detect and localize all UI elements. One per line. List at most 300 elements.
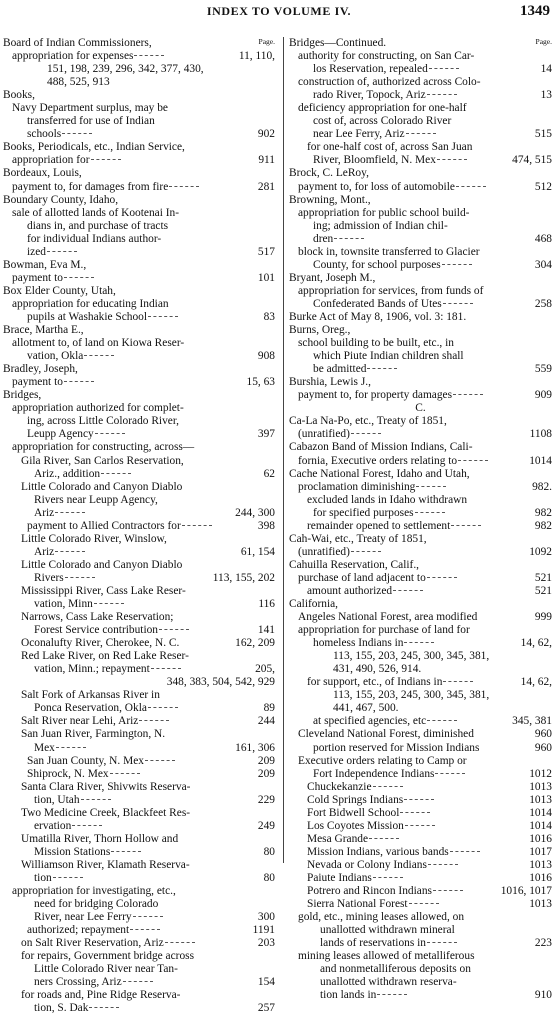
page-reference: 982. [532, 480, 552, 493]
index-entry [289, 989, 552, 1002]
entry-text: Little Colorado and Canyon Diablo [21, 480, 183, 493]
page-reference: 911 [258, 154, 275, 167]
entry-text: Two Medicine Creek, Blackfeet Res- [21, 806, 191, 819]
index-entry [289, 676, 552, 689]
entry-text: tion [34, 872, 83, 885]
dot-leader [123, 981, 153, 982]
page-reference: 397 [257, 428, 275, 441]
page-column-heading: Page. [535, 37, 552, 46]
index-entry [3, 885, 275, 898]
entry-text: Mission Stations [34, 846, 141, 859]
page-reference: 910 [534, 989, 552, 1002]
entry-text: Executive orders relating to Camp or [298, 754, 467, 767]
index-entry [289, 285, 552, 298]
entry-text: deficiency appropriation for one-half [298, 102, 467, 115]
dot-leader [182, 525, 212, 526]
index-entry [289, 624, 552, 637]
index-entry [3, 963, 275, 976]
dot-leader [437, 159, 467, 160]
index-entry [289, 455, 552, 468]
index-entry [3, 207, 275, 220]
index-entry [289, 950, 552, 963]
page-reference: 11, 110, [238, 50, 275, 63]
entry-text: Williamson River, Klamath Reserva- [21, 858, 190, 871]
entry-text: payment to [12, 272, 94, 285]
dot-leader [72, 825, 102, 826]
page-reference: 61, 154 [240, 545, 275, 558]
page-reference: 161, 306 [235, 741, 275, 754]
entry-text: Angeles National Forest, area modified [298, 611, 478, 624]
entry-text: Cache National Forest, Idaho and Utah, [289, 467, 470, 480]
page-reference: 909 [534, 389, 552, 402]
page-reference: 398 [257, 519, 275, 532]
entry-text: ervation [34, 820, 102, 833]
dot-leader [89, 1007, 119, 1008]
page-reference: 113, 155, 202 [212, 571, 275, 584]
dot-leader [393, 590, 423, 591]
entry-text: tion lands in [320, 989, 407, 1002]
index-entry [289, 350, 552, 363]
dot-leader [130, 929, 160, 930]
dot-leader [406, 133, 436, 134]
page-reference: 902 [257, 128, 275, 141]
entry-text: Ca-La Na-Po, etc., Treaty of 1851, [289, 415, 447, 428]
index-entry [289, 781, 552, 794]
dot-leader [427, 942, 457, 943]
dot-leader [334, 238, 364, 239]
dot-leader [133, 916, 163, 917]
index-entry [289, 611, 552, 624]
entry-text: which Piute Indian children shall [313, 350, 464, 363]
entry-text: Burke Act of May 8, 1906, vol. 3: 181. [289, 310, 467, 323]
index-entry [289, 807, 552, 820]
index-entry [3, 63, 275, 76]
index-entry [289, 50, 552, 63]
index-entry [3, 311, 275, 324]
index-entry [3, 246, 275, 259]
entry-text: ized [27, 246, 77, 259]
entry-text: Board of Indian Commissioners, [3, 37, 152, 49]
index-entry [3, 689, 275, 702]
entry-text: payment to, for damages from fire [12, 181, 199, 194]
entry-text: fornia, Executive orders relating to [298, 455, 488, 468]
page-reference: 249 [257, 819, 275, 832]
entry-text: Boundary County, Idaho, [3, 193, 119, 206]
entry-text: 441, 467, 500. [333, 702, 399, 715]
entry-text: payment to, for loss of automobile [298, 181, 486, 194]
page-reference: 474, 515 [512, 154, 552, 167]
index-entry [3, 363, 275, 376]
index-entry [289, 141, 552, 154]
page-reference: 1012 [529, 767, 552, 780]
index-entry [289, 872, 552, 885]
index-entry [3, 115, 275, 128]
page-reference: 1013 [529, 780, 552, 793]
page-reference: 162, 209 [235, 637, 275, 650]
index-column-right [289, 37, 552, 1002]
entry-text: appropriation for public school build- [298, 206, 470, 219]
index-entry [3, 807, 275, 820]
page-reference: 1016 [529, 872, 552, 884]
entry-text: Red Lake River, on Red Lake Reser- [21, 650, 189, 663]
page-reference: 62 [263, 467, 275, 480]
index-entry [3, 441, 275, 454]
dot-leader [442, 264, 472, 265]
index-entry [289, 820, 552, 833]
page-reference: 15, 63 [246, 376, 275, 389]
entry-text: Shiprock, N. Mex [27, 768, 140, 781]
entry-text: block in, townsite transferred to Glacier [298, 245, 480, 258]
page-reference: 1013 [529, 793, 552, 806]
entry-text: Cleveland National Forest, diminished [298, 728, 474, 741]
index-entry [3, 794, 275, 807]
index-entry [289, 533, 552, 546]
entry-text: rado River, Topock, Ariz [313, 89, 457, 102]
dot-leader [134, 55, 164, 56]
index-entry [289, 768, 552, 781]
dot-leader [139, 720, 169, 721]
index-entry [3, 89, 275, 102]
entry-text: Santa Clara River, Shivwits Reserva- [21, 780, 191, 793]
entry-text: at specified agencies, etc [313, 715, 457, 728]
dot-leader [64, 277, 94, 278]
entry-text: 151, 198, 239, 296, 342, 377, 430, [47, 63, 204, 76]
index-entry [3, 428, 275, 441]
entry-text: (unratified) [298, 428, 381, 441]
entry-text: appropriation for expenses [12, 50, 164, 63]
entry-text: unallotted withdrawn reserva- [320, 976, 457, 989]
entry-text: allotment to, of land on Kiowa Reser- [12, 337, 185, 350]
dot-leader [169, 186, 199, 187]
entry-text: Ariz., addition [34, 468, 131, 481]
entry-text: authorized; repayment [27, 924, 160, 937]
entry-text: payment to Allied Contractors for [27, 520, 212, 533]
dot-leader [91, 159, 121, 160]
running-title: INDEX TO VOLUME IV. [206, 4, 352, 18]
entry-text: dren [313, 233, 364, 246]
entry-text: tion, S. Dak [34, 1002, 119, 1015]
entry-text: unallotted withdrawn mineral [320, 924, 455, 937]
entry-text: Bridges—Continued. [289, 37, 387, 49]
page-reference: 517 [257, 245, 275, 258]
dot-leader [429, 68, 459, 69]
entry-text: Burns, Oreg., [289, 324, 351, 337]
index-entry [3, 181, 275, 194]
entry-text: portion reserved for Mission Indians [313, 741, 480, 754]
dot-leader [55, 512, 85, 513]
page-reference: 1013 [529, 858, 552, 871]
entry-text: Little Colorado River, Winslow, [21, 532, 167, 545]
index-entry [289, 76, 552, 89]
entry-text: be admitted [313, 363, 397, 376]
entry-text: amount authorized [307, 585, 423, 598]
index-entry [289, 885, 552, 898]
index-entry [3, 585, 275, 598]
index-entry [289, 663, 552, 676]
entry-text: vation, Minn.; repayment [34, 663, 181, 676]
entry-text: Umatilla River, Thorn Hollow and [21, 832, 179, 845]
entry-text: Books, Periodicals, etc., Indian Service, [3, 141, 185, 154]
index-entry [3, 285, 275, 298]
page-reference: 1016, 1017 [500, 885, 552, 898]
dot-leader [405, 825, 435, 826]
index-entry [289, 794, 552, 807]
page-reference: 1014 [529, 819, 552, 832]
index-entry [289, 520, 552, 533]
entry-text: Burshia, Lewis J., [289, 376, 371, 389]
entry-text: Rivers [34, 572, 95, 585]
entry-text: payment to [12, 376, 94, 389]
page-reference: 1191 [252, 924, 275, 937]
index-entry [289, 63, 552, 76]
entry-text: and nonmetalliferous deposits on [320, 963, 471, 976]
entry-text: excluded lands in Idaho withdrawn [307, 493, 468, 506]
entry-text: 488, 525, 913 [47, 76, 110, 89]
index-entry [3, 37, 275, 50]
entry-text: Cahuilla Reservation, Calif., [289, 558, 420, 571]
entry-text: appropriation authorized for complet- [12, 402, 184, 415]
dot-leader [416, 486, 446, 487]
dot-leader [427, 94, 457, 95]
page-reference: 1014 [529, 806, 552, 819]
dot-leader [65, 577, 95, 578]
page-reference: 257 [257, 1002, 275, 1015]
entry-text: Ponca Reservation, Okla [34, 702, 178, 715]
entry-text: Los Coyotes Mission [307, 820, 435, 833]
entry-text: proclamation diminishing [298, 481, 446, 494]
page-reference: 960 [534, 741, 552, 754]
entry-text: Nevada or Colony Indians [307, 859, 458, 872]
index-entry [289, 598, 552, 611]
index-entry [3, 520, 275, 533]
index-entry [3, 415, 275, 428]
page-reference: 258 [534, 297, 552, 310]
entry-text: appropriation for purchase of land for [298, 624, 470, 637]
entry-text: appropriation for constructing, across— [12, 441, 195, 454]
page-reference: 300 [257, 911, 275, 924]
page-reference: 229 [257, 793, 275, 806]
index-entry [3, 742, 275, 755]
entry-text: County, for school purposes [313, 259, 472, 272]
dot-leader [47, 251, 77, 252]
index-entry [3, 637, 275, 650]
entry-text: Confederated Bands of Utes [313, 298, 473, 311]
index-entry [289, 233, 552, 246]
index-entry [289, 937, 552, 950]
page-reference: 154 [257, 976, 275, 989]
index-entry [289, 389, 552, 402]
dot-leader [62, 133, 92, 134]
entry-text: Mississippi River, Cass Lake Reser- [21, 584, 186, 597]
entry-text: for support, etc., of Indians in [307, 676, 473, 689]
index-entry [3, 50, 275, 63]
dot-leader [435, 773, 465, 774]
index-entry [289, 167, 552, 180]
entry-text: Salt Fork of Arkansas River in [21, 689, 160, 702]
entry-text: ners Crossing, Ariz [34, 976, 153, 989]
dot-leader [145, 760, 175, 761]
entry-text: for repairs, Government bridge across [21, 950, 195, 963]
index-entry [289, 259, 552, 272]
dot-leader [427, 577, 457, 578]
page-reference: 116 [258, 598, 275, 611]
index-entry [3, 846, 275, 859]
entry-text: Mission Indians, various bands [307, 846, 480, 859]
index-entry [3, 337, 275, 350]
index-entry [3, 141, 275, 154]
index-entry [289, 507, 552, 520]
page-reference: 244 [257, 715, 275, 728]
entry-text: pupils at Washakie School [27, 311, 178, 324]
index-entry [3, 76, 275, 89]
entry-text: 113, 155, 203, 245, 300, 345, 381, [333, 650, 490, 663]
index-entry [289, 154, 552, 167]
index-entry [3, 820, 275, 833]
page-reference: 468 [534, 232, 552, 245]
entry-text: California, [289, 598, 339, 611]
dot-leader [409, 903, 439, 904]
entry-text: River, near Lee Ferry [34, 911, 163, 924]
entry-text: vation, Okla [27, 350, 114, 363]
entry-text: Potrero and Rincon Indians [307, 885, 463, 898]
index-entry [3, 455, 275, 468]
column-divider [283, 37, 284, 863]
index-entry [3, 676, 275, 689]
index-entry [3, 937, 275, 950]
entry-text: Oconalufty River, Cherokee, N. C. [21, 637, 180, 650]
index-entry [289, 363, 552, 376]
page-reference: 521 [534, 584, 552, 597]
entry-text: Browning, Mont., [289, 193, 371, 206]
page-reference: 348, 383, 504, 542, 929 [166, 676, 275, 689]
entry-text: vation, Minn [34, 598, 124, 611]
index-entry [3, 154, 275, 167]
index-entry [3, 194, 275, 207]
entry-text: payment to, for property damages [298, 389, 483, 402]
dot-leader [427, 720, 457, 721]
entry-text: Cah-Wai, etc., Treaty of 1851, [289, 532, 427, 545]
dot-leader [369, 838, 399, 839]
entry-text: Gila River, San Carlos Reservation, [21, 454, 184, 467]
index-entry [289, 194, 552, 207]
page-reference: 1013 [529, 898, 552, 911]
dot-leader [53, 877, 83, 878]
index-entry [3, 924, 275, 937]
page-reference: 1092 [529, 545, 552, 558]
index-entry [3, 324, 275, 337]
entry-text: appropriation for services, from funds of [298, 284, 484, 297]
page-reference: 80 [263, 845, 275, 858]
index-entry [3, 702, 275, 715]
page-reference: 203 [257, 937, 275, 950]
entry-text: 431, 490, 526, 914. [333, 663, 422, 676]
page-reference: 1016 [529, 832, 552, 845]
entry-text: Sierra National Forest [307, 898, 439, 911]
page-reference: 13 [540, 89, 552, 102]
entry-text: San Juan River, Farmington, N. [21, 728, 166, 741]
entry-text: ing, across Little Colorado River, [27, 415, 180, 428]
entry-text: los Reservation, repealed [313, 63, 459, 76]
index-entry [289, 898, 552, 911]
page-reference: 223 [534, 937, 552, 950]
entry-text: for roads and, Pine Ridge Reserva- [21, 989, 181, 1002]
entry-text: schools [27, 128, 92, 141]
page-column-heading: Page. [258, 37, 275, 46]
index-entry [289, 637, 552, 650]
entry-text: Navy Department surplus, may be [12, 102, 168, 115]
dot-leader [148, 707, 178, 708]
page-reference: 244, 300 [235, 506, 275, 519]
dot-leader [443, 303, 473, 304]
entry-text: gold, etc., mining leases allowed, on [298, 911, 465, 924]
page-reference: 512 [534, 180, 552, 193]
entry-text: sale of allotted lands of Kootenai In- [12, 206, 180, 219]
index-entry [3, 494, 275, 507]
index-entry [289, 102, 552, 115]
index-entry [3, 481, 275, 494]
page-reference: 521 [534, 571, 552, 584]
index-entry [3, 611, 275, 624]
dot-leader [373, 786, 403, 787]
index-entry [289, 441, 552, 454]
entry-text: school building to be built, etc., in [298, 337, 454, 350]
index-entry [289, 846, 552, 859]
page-reference: 559 [534, 363, 552, 376]
index-entry [289, 181, 552, 194]
dot-leader [165, 942, 195, 943]
entry-text: authority for constructing, on San Car- [298, 50, 475, 63]
dot-leader [55, 551, 85, 552]
page-header [0, 4, 558, 22]
entry-text: mining leases allowed of metalliferous [298, 950, 475, 963]
index-entry [289, 689, 552, 702]
index-entry [289, 246, 552, 259]
entry-text: Fort Independence Indians [313, 768, 465, 781]
index-entry [289, 755, 552, 768]
page-reference: 1014 [529, 454, 552, 467]
entry-text: Ariz [34, 546, 85, 559]
dot-leader [400, 812, 430, 813]
page-reference: 1017 [529, 845, 552, 858]
dot-leader [428, 864, 458, 865]
entry-text: Narrows, Cass Lake Reservation; [21, 611, 174, 624]
entry-text: on Salt River Reservation, Ariz [21, 937, 195, 950]
index-entry [289, 494, 552, 507]
index-entry [3, 572, 275, 585]
index-entry [289, 728, 552, 741]
entry-text: (unratified) [298, 546, 381, 559]
index-entry [3, 950, 275, 963]
index-entry [3, 898, 275, 911]
section-letter [289, 402, 552, 415]
index-entry [3, 167, 275, 180]
index-entry [289, 311, 552, 324]
dot-leader [64, 381, 94, 382]
index-entry [289, 859, 552, 872]
index-entry [289, 742, 552, 755]
entry-text: ing; admission of Indian chil- [313, 219, 448, 232]
dot-leader [148, 316, 178, 317]
dot-leader [159, 629, 189, 630]
index-entry [3, 859, 275, 872]
dot-leader [351, 433, 381, 434]
index-entry [3, 989, 275, 1002]
page-reference: 281 [257, 180, 275, 193]
entry-text: Cabazon Band of Mission Indians, Cali- [289, 441, 473, 454]
index-entry [289, 428, 552, 441]
dot-leader [110, 773, 140, 774]
entry-text: appropriation for educating Indian [12, 297, 169, 310]
